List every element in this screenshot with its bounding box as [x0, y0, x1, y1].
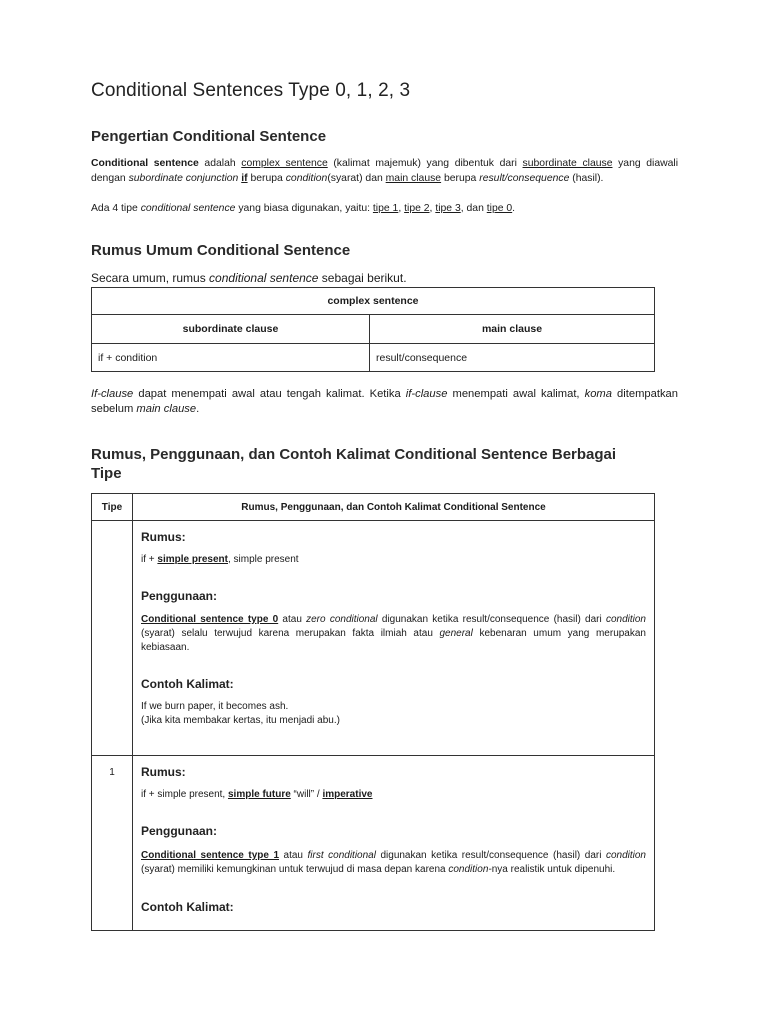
detail-cell-1 [133, 756, 655, 931]
text: “will” / [290, 789, 323, 800]
detail-cell-0 [133, 521, 655, 756]
conditional-types-table [91, 493, 655, 931]
rumus-label: Rumus: [141, 765, 186, 779]
table-header-subordinate-clause: subordinate clause [92, 315, 370, 344]
text: atau [278, 614, 307, 625]
table-cell-result: result/consequence [370, 344, 655, 372]
link-imperative[interactable]: imperative [322, 789, 373, 800]
example-translation: (Jika kita membakar kertas, itu menjadi abu.) [141, 715, 340, 726]
text: if + [141, 554, 158, 565]
text: sebagai berikut. [318, 271, 407, 285]
rumus-intro [91, 271, 407, 285]
text: nya realistik untuk dipenuhi. [491, 864, 616, 875]
text: (syarat) memiliki kemungkinan untuk terwujud di masa depan karena [141, 864, 449, 875]
section-heading-rumus-penggunaan-2: Tipe [91, 465, 122, 482]
text: (hasil). [569, 173, 604, 184]
penggunaan-text [141, 849, 646, 877]
text: (syarat) dan [327, 173, 386, 184]
text: , simple present [228, 554, 299, 565]
if-clause-note [91, 387, 678, 417]
text: atau [279, 850, 308, 861]
link-tipe-1[interactable]: tipe 1 [372, 203, 399, 214]
term-conditional-sentence: conditional sentence [209, 271, 319, 285]
contoh-label: Contoh Kalimat: [141, 900, 234, 914]
term-result-consequence: result/consequence [479, 173, 570, 184]
link-subordinate-clause[interactable]: subordinate clause [522, 158, 613, 169]
text: Ada 4 tipe [91, 203, 141, 214]
text: , [398, 203, 405, 214]
penggunaan-text [141, 613, 646, 655]
text: Secara umum, rumus [91, 271, 210, 285]
term-zero-conditional: zero conditional [306, 614, 378, 625]
link-tipe-3[interactable]: tipe 3 [435, 203, 461, 214]
text: menempati awal kalimat, [447, 388, 585, 400]
table-header-rumus: Rumus, Penggunaan, dan Contoh Kalimat Conditional Sentence [133, 494, 655, 521]
penggunaan-label: Penggunaan: [141, 824, 218, 838]
link-tipe-0[interactable]: tipe 0 [486, 203, 513, 214]
text: berupa [441, 173, 480, 184]
table-header-tipe: Tipe [92, 494, 133, 521]
term-subordinate-conjunction: subordinate conjunction [128, 173, 239, 184]
link-type-1[interactable]: Conditional sentence type 1 [141, 850, 280, 861]
link-main-clause[interactable]: main clause [385, 173, 442, 184]
tipe-label: 1 [109, 767, 115, 778]
definition-paragraph [91, 156, 678, 186]
section-heading-pengertian: Pengertian Conditional Sentence [91, 128, 327, 145]
section-heading-rumus-umum: Rumus Umum Conditional Sentence [91, 242, 351, 259]
term-main-clause: main clause [136, 403, 197, 415]
text: , dan [460, 203, 487, 214]
text: yang diawali dengan [91, 158, 679, 184]
text: . [196, 403, 200, 415]
table-row-type-0 [92, 521, 655, 756]
text: kebenaran umum yang merupakan kebiasaan. [141, 628, 646, 653]
link-complex-sentence[interactable]: complex sentence [241, 158, 328, 169]
section-heading-rumus-penggunaan: Rumus, Penggunaan, dan Contoh Kalimat Conditional Sentence Berbagai [91, 446, 617, 463]
table-row-type-1 [92, 756, 655, 931]
text: yang biasa digunakan, yaitu: [235, 203, 373, 214]
page-title: Conditional Sentences Type 0, 1, 2, 3 [91, 80, 411, 101]
text: digunakan ketika result/consequence (hasil) dari [377, 614, 606, 625]
text: . [512, 203, 516, 214]
text: if + simple present, [141, 789, 228, 800]
link-simple-future[interactable]: simple future [227, 789, 291, 800]
rumus-label: Rumus: [141, 530, 186, 544]
table-header-complex-sentence: complex sentence [92, 288, 655, 315]
term-conditional-sentence: conditional sentence [140, 203, 236, 214]
rumus-formula [141, 554, 299, 565]
term-condition: condition [605, 614, 646, 625]
types-paragraph [91, 201, 678, 216]
penggunaan-label: Penggunaan: [141, 589, 218, 603]
text: digunakan ketika result/consequence (hasil) dari [375, 850, 606, 861]
text: adalah [198, 158, 242, 169]
link-simple-present[interactable]: simple present [157, 554, 228, 565]
term-general: general [439, 628, 473, 639]
example-sentence: If we burn paper, it becomes ash. [141, 701, 289, 712]
term-first-conditional: first conditional [307, 850, 376, 861]
text: (kalimat majemuk) yang dibentuk dari [327, 158, 523, 169]
text: ditempatkan sebelum [91, 388, 678, 415]
term-koma: koma [584, 388, 612, 400]
text: berupa [247, 173, 286, 184]
term-if-clause: If-clause [91, 388, 134, 400]
term-conditional-sentence: Conditional sentence [91, 158, 199, 169]
text: (syarat) selalu terwujud karena merupakan fakta ilmiah atau [141, 628, 440, 639]
contoh-label: Contoh Kalimat: [141, 677, 234, 691]
table-header-main-clause: main clause [370, 315, 655, 344]
link-tipe-2[interactable]: tipe 2 [404, 203, 430, 214]
term-if-clause: if-clause [405, 388, 448, 400]
link-type-0[interactable]: Conditional sentence type 0 [141, 614, 279, 625]
tipe-cell-1 [92, 756, 133, 931]
term-condition: condition [285, 173, 328, 184]
rumus-formula [141, 789, 372, 800]
tipe-cell-0 [92, 521, 133, 756]
term-condition: condition- [448, 864, 492, 875]
text: dapat menempati awal atau tengah kalimat. Ketika [133, 388, 406, 400]
link-if[interactable]: if [241, 173, 248, 184]
text: , [429, 203, 436, 214]
rumus-umum-table [91, 287, 655, 372]
table-cell-if-condition: if + condition [92, 344, 370, 372]
term-condition: condition [605, 850, 646, 861]
